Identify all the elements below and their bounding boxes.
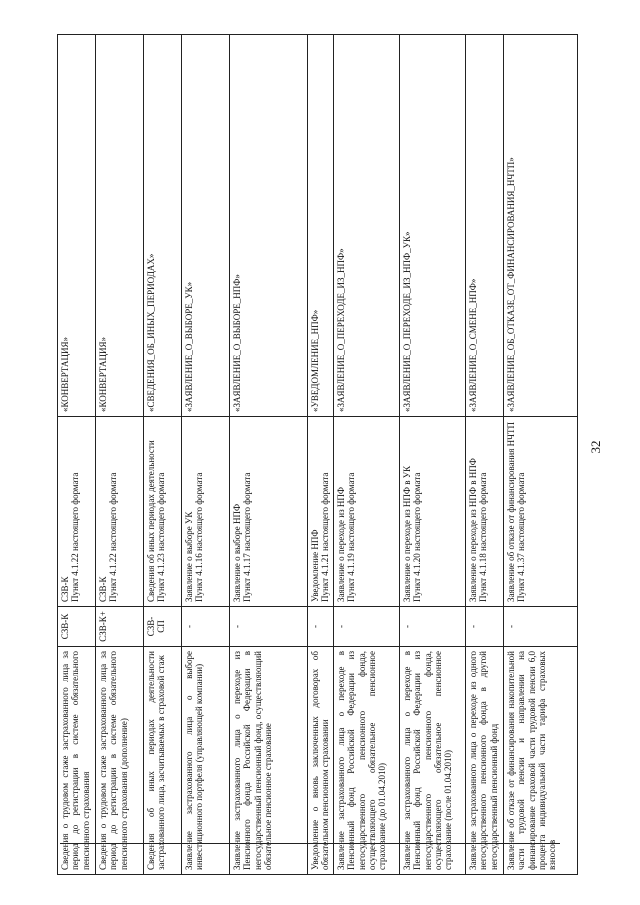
format-line: Пункт 4.1.16 настоящего формата [194,472,205,602]
format-line: Заявление о выборе УК [184,511,194,602]
table-row [308,35,334,875]
format-line: Пункт 4.1.23 настоящего формата [156,472,167,602]
format-line: СЗВ-К [60,576,70,602]
row-format-reference [504,417,578,607]
format-line: Пункт 4.1.22 настоящего формата [70,472,81,602]
row-document-type: «ЗАЯВЛЕНИЕ_О_ПЕРЕХОДЕ_ИЗ_НПФ_УК» [400,35,466,417]
row-document-type: «ЗАЯВЛЕНИЕ_О_ВЫБОРЕ_НПФ» [230,35,308,417]
row-format-reference [182,417,230,607]
row-description: Сведения о трудовом стаже застрахованного лица за период до регистрации в системе обязательного пенсионного страхования [58,647,96,875]
row-document-type: «ЗАЯВЛЕНИЕ_ОБ_ОТКАЗЕ_ОТ_ФИНАНСИРОВАНИЯ_НЧТП» [504,35,578,417]
format-line: Заявление о выборе НПФ [232,503,242,602]
row-document-type: «КОНВЕРТАЦИЯ» [58,35,96,417]
format-line: Заявление об отказе от финансирования НЧТП [506,422,516,602]
row-description: Заявление застрахованного лица о переходе из Пенсионного фонда Российской Федерации в негосударственный пенсионный фонд, осуществляющий обязательное пенсионное страхование [230,647,308,875]
row-format-reference [334,417,400,607]
row-document-type: «КОНВЕРТАЦИЯ» [96,35,144,417]
format-line: Заявление о переходе из НПФ [336,486,346,602]
table-body [58,35,578,875]
row-form-code: - [230,607,308,647]
row-form-code: - [466,607,504,647]
row-form-code: - [334,607,400,647]
format-line: Заявление о переходе из НПФ в НПФ [468,458,478,602]
row-form-code: СЗВ-К [58,607,96,647]
table-row [230,35,308,875]
format-line: Пункт 4.1.37 настоящего формата [516,472,527,602]
format-line: Пункт 4.1.18 настоящего формата [478,472,489,602]
format-line: Заявление о переходе из НПФ в УК [402,465,412,602]
row-description: Заявление об отказе от финансирования накопительной части трудовой пенсии и направлении на финансирование страховой части трудовой пенсии 6,0 процента индивидуальной части тарифа страховых взносов [504,647,578,875]
table-row [58,35,96,875]
row-description: Заявление застрахованного лица о переходе из одного негосударственного пенсионного фонда в другой негосударственный пенсионный фонд [466,647,504,875]
row-form-code: - [308,607,334,647]
row-document-type: «ЗАЯВЛЕНИЕ_О_ВЫБОРЕ_УК» [182,35,230,417]
row-format-reference [58,417,96,607]
bottom-rule [60,843,560,844]
row-description: Заявление застрахованного лица о переходе в Пенсионный фонд Российской Федерации из негосударственного пенсионного фонда, осуществляющего обязательное пенсионное страхование (до 01.04.2010) [334,647,400,875]
row-format-reference [96,417,144,607]
format-line: Пункт 4.1.21 настоящего формата [320,472,331,602]
table-row [466,35,504,875]
rotated-table-container [57,35,577,875]
table-row [144,35,182,875]
row-format-reference [230,417,308,607]
row-description: Заявление застрахованного лица о переходе в Пенсионный фонд Российской Федерации из негосударственного пенсионного фонда, осуществляющего обязательное пенсионное страхование (после 01.04.2010) [400,647,466,875]
format-line: Пункт 4.1.17 настоящего формата [242,472,253,602]
row-description: Уведомление о вновь заключенных договорах об обязательном пенсионном страховании [308,647,334,875]
row-format-reference [144,417,182,607]
table-row [96,35,144,875]
row-form-code: СЗВ-СП [144,607,182,647]
format-line: Пункт 4.1.22 настоящего формата [108,472,119,602]
row-format-reference [466,417,504,607]
table-row [334,35,400,875]
row-description: Сведения об иных периодах деятельности застрахованного лица, засчитываемых в страховой стаж [144,647,182,875]
row-description: Сведения о трудовом стаже застрахованного лица за период до регистрации в системе обязательного пенсионного страхования (дополнение) [96,647,144,875]
table-row [400,35,466,875]
row-document-type: «ЗАЯВЛЕНИЕ_О_ПЕРЕХОДЕ_ИЗ_НПФ» [334,35,400,417]
row-document-type: «УВЕДОМЛЕНИЕ_НПФ» [308,35,334,417]
row-form-code: СЗВ-К+ [96,607,144,647]
row-document-type: «ЗАЯВЛЕНИЕ_О_СМЕНЕ_НПФ» [466,35,504,417]
format-line: Сведения об иных периодах деятельности [146,440,156,602]
format-line: Пункт 4.1.20 настоящего формата [412,472,423,602]
row-form-code: - [182,607,230,647]
table-row [182,35,230,875]
format-line: Пункт 4.1.19 настоящего формата [346,472,357,602]
row-form-code: - [400,607,466,647]
row-format-reference [308,417,334,607]
row-format-reference [400,417,466,607]
format-line: Уведомление НПФ [310,529,320,602]
table-row [504,35,578,875]
page-number: 32 [588,440,603,454]
row-form-code: - [504,607,578,647]
row-description: Заявление застрахованного лица о выборе инвестиционного портфеля (управляющей компании) [182,647,230,875]
row-document-type: «СВЕДЕНИЯ_ОБ_ИНЫХ_ПЕРИОДАХ» [144,35,182,417]
format-line: СЗВ-К [98,576,108,602]
document-table [57,34,578,875]
